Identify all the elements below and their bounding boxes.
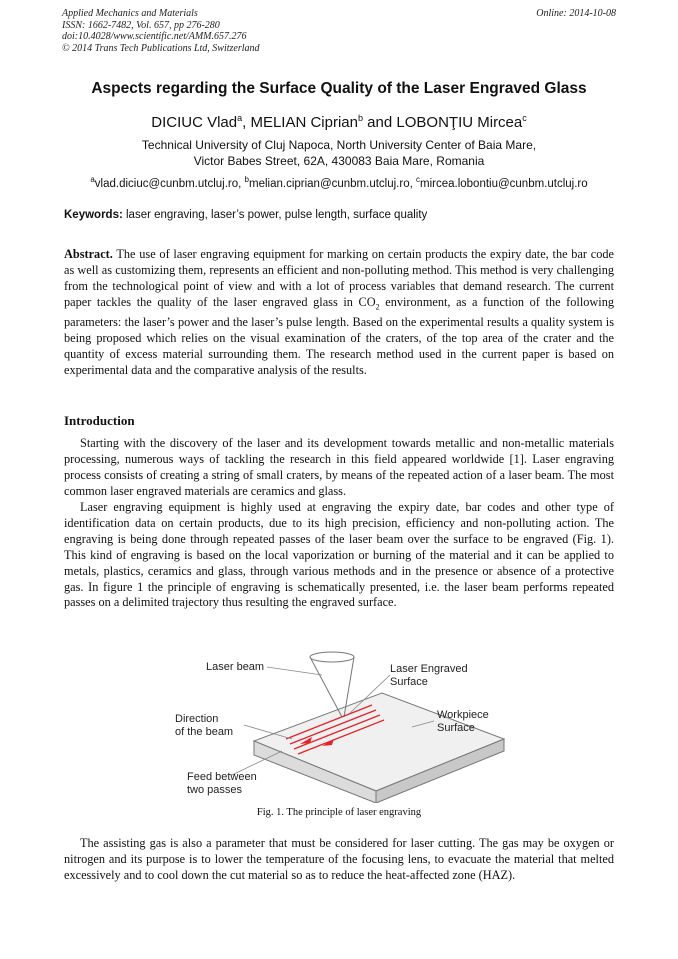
keywords (64, 209, 427, 221)
label-line: Workpiece (437, 709, 489, 721)
label-line: Direction (175, 713, 219, 725)
figure-laser-engraving (172, 643, 506, 803)
author-1: DICIUC Vlad (151, 114, 238, 131)
label-laser-beam: Laser beam (206, 661, 265, 673)
email-link[interactable]: vlad.diciuc@cunbm.utcluj.ro, (94, 177, 245, 190)
journal-name: Applied Mechanics and Materials (62, 8, 198, 19)
abstract (64, 247, 614, 379)
abstract-text: environment, as a function of the following parameters: the laser’s power and the laser’s pulse length. Based on the experimental results a quality system is being proposed which relies on the visual examination of the craters, of the top area of the crater and the quantity of excess material surrounding them. The research method used in the current paper is based on experimental data and the comparative analysis of the results. (64, 294, 614, 377)
email-sup: a (90, 175, 95, 184)
keywords-text: laser engraving, laser’s power, pulse length, surface quality (122, 209, 428, 221)
author-1-sup: a (237, 113, 243, 123)
email-sup: c (416, 175, 420, 184)
section-heading-introduction: Introduction (64, 413, 135, 428)
label-line: two passes (187, 784, 243, 796)
abstract-subscript: 2 (375, 302, 380, 312)
label-line: Feed between (187, 771, 257, 783)
affiliation-line: Technical University of Cluj Napoca, North University Center of Baia Mare, (141, 138, 537, 152)
figure-caption: Fig. 1. The principle of laser engraving (256, 807, 422, 818)
email-link[interactable]: melian.ciprian@cunbm.utcluj.ro, (249, 177, 416, 190)
paragraph: Laser engraving equipment is highly used at engraving the expiry date, bar codes and other type of identification data on certain products, due to its high precision, efficiency and non-polluting action. The engraving is being done through repeated passes of the laser beam over the surface to be engraved (Fig. 1). This kind of engraving is based on the local vaporization or burning of the material and it can be applied to metals, plastics, ceramics and glass, through various methods and in the presence or absence of a protective gas. In figure 1 the principle of engraving is schematically presented, i.e. the laser beam performs repeated passes on a delimited trajectory thus resulting the engraved surface. (64, 500, 614, 610)
online-date: Online: 2014-10-08 (536, 8, 616, 19)
label-feed-between-passes (187, 771, 257, 797)
affiliation-line: Victor Babes Street, 62A, 430083 Baia Mare, Romania (193, 154, 485, 168)
author-separator: , (242, 114, 251, 131)
abstract-text: The use of laser engraving equipment for marking on certain products the expiry date, the bar code as well as customizing them, represents an efficient and non-polluting method. This method is very challenging from the technological point of view and with a lot of process variables that demand research. The current paper tackles the quality of the laser engraved glass in CO (64, 247, 614, 309)
journal-header (62, 8, 260, 54)
copyright: © 2014 Trans Tech Publications Ltd, Switzerland (62, 42, 260, 54)
affiliation (0, 137, 678, 169)
paragraph: The assisting gas is also a parameter that must be considered for laser cutting. The gas may be oxygen or nitrogen and its purpose is to lower the temperature of the focusing lens, to evacuate the material that melted excessively and to cool down the cut material so as to reduce the heat-affected zone (HAZ). (64, 836, 614, 882)
label-line: of the beam (175, 726, 234, 738)
keywords-label: Keywords: (64, 209, 123, 221)
author-3: LOBONŢIU Mircea (396, 114, 523, 131)
paper-title: Aspects regarding the Surface Quality of the Laser Engraved Glass (91, 80, 587, 97)
workpiece-top (254, 693, 504, 791)
paragraph: Starting with the discovery of the laser and its development towards metallic and non-metallic materials processing, numerous ways of tackling the research in this field appeared worldwide [1]. Laser engraving process consists of creating a string of small craters, by means of the repeated action of a laser beam. The most common laser engraved materials are ceramics and glass. (64, 436, 614, 498)
author-emails (0, 175, 678, 190)
author-list (0, 113, 678, 131)
email-sup: b (244, 175, 249, 184)
author-2-sup: b (358, 113, 364, 123)
label-line: Surface (390, 676, 428, 688)
label-engraved-surface (390, 663, 468, 689)
label-line: Surface (437, 722, 475, 734)
label-workpiece-surface (437, 709, 489, 735)
author-3-sup: c (522, 113, 527, 123)
laser-cone-edge (310, 657, 342, 717)
author-2: MELIAN Ciprian (250, 114, 358, 131)
doi: doi:10.4028/www.scientific.net/AMM.657.276 (62, 31, 247, 42)
label-line: Laser Engraved (390, 663, 468, 675)
issn: ISSN: 1662-7482, Vol. 657, pp 276-280 (62, 19, 220, 31)
laser-lens (310, 652, 354, 662)
email-link[interactable]: mircea.lobontiu@cunbm.utcluj.ro (420, 177, 588, 190)
abstract-label: Abstract. (64, 247, 113, 261)
label-direction-of-beam (175, 713, 233, 739)
author-separator: and (363, 114, 397, 131)
